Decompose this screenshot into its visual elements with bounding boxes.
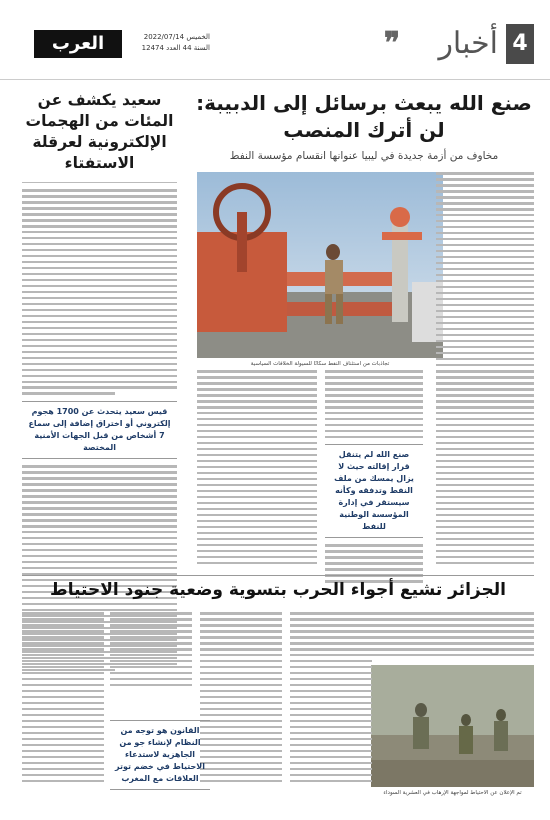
main-story-body-column-3 <box>197 370 317 564</box>
bottom-story-column-5 <box>22 612 104 782</box>
bottom-story-lead-column <box>371 612 534 656</box>
main-photo-caption: تجاذبات من استئناف النفط سكانًا للسيولة الخلافات السياسية <box>250 361 390 367</box>
bottom-photo-caption: تم الإعلان عن الاحتياط لمواجهة الإرهاب في العشرية السوداء <box>383 790 522 796</box>
main-story-pull-quote: صنع الله لم يتنقل قرار إقالته حيث لا يزال يمسك من ملف النفط وتدفقه وكأنه سيستقر في إدارة المؤسسة الوطنية للنفط <box>325 444 423 538</box>
bottom-story-column-3 <box>200 612 282 782</box>
side-story-headline: سعيد يكشف عن المئات من الهجمات الإلكترونية لعرقلة الاستفتاء <box>22 90 177 183</box>
issue-info <box>130 32 210 54</box>
bottom-story-headline: الجزائر تشيع أجواء الحرب بتسوية وضعية جنود الاحتياط <box>50 580 506 600</box>
oil-facility-photo <box>197 172 443 358</box>
section-name: أخبار <box>438 26 498 61</box>
main-story-body-column-1 <box>436 370 534 564</box>
section-number: 4 <box>506 24 534 64</box>
bottom-story-column-4 <box>110 612 192 686</box>
side-story-pull-quote: قيس سعيد يتحدث عن 1700 هجوم إلكتروني أو اختراق إضافة إلى سماع 7 أشخاص من قبل الجهات الأمنية المختصة <box>22 401 177 459</box>
bottom-story-pull-quote: القانون هو توجه من النظام لإنشاء جو من الجاهزية لاستدعاء الاحتياط في خضم توتر العلاقات مع المغرب <box>110 720 210 790</box>
soldiers-photo <box>371 665 534 787</box>
main-headline: صنع الله يبعث برسائل إلى الدبيبة: لن أترك المنصب <box>196 91 532 142</box>
quote-mark-icon: ❞ <box>383 26 400 61</box>
side-story-body <box>22 189 177 395</box>
main-headline-block <box>194 90 534 162</box>
bottom-story-column-2 <box>290 612 372 782</box>
page-header <box>0 0 550 80</box>
issue-date: الخميس 2022/07/14 <box>143 33 210 41</box>
main-story-photo <box>197 172 443 358</box>
main-story-lead-column <box>436 172 534 366</box>
bottom-story-photo <box>371 665 534 787</box>
newspaper-logo: العرب <box>34 30 122 58</box>
main-story-body-column-2 <box>325 370 423 583</box>
main-subheadline: مخاوف من أزمة جديدة في ليبيا عنوانها انقسام مؤسسة النفط <box>229 150 499 162</box>
issue-number: السنة 44 العدد 12474 <box>141 44 210 52</box>
section-divider <box>22 575 534 576</box>
